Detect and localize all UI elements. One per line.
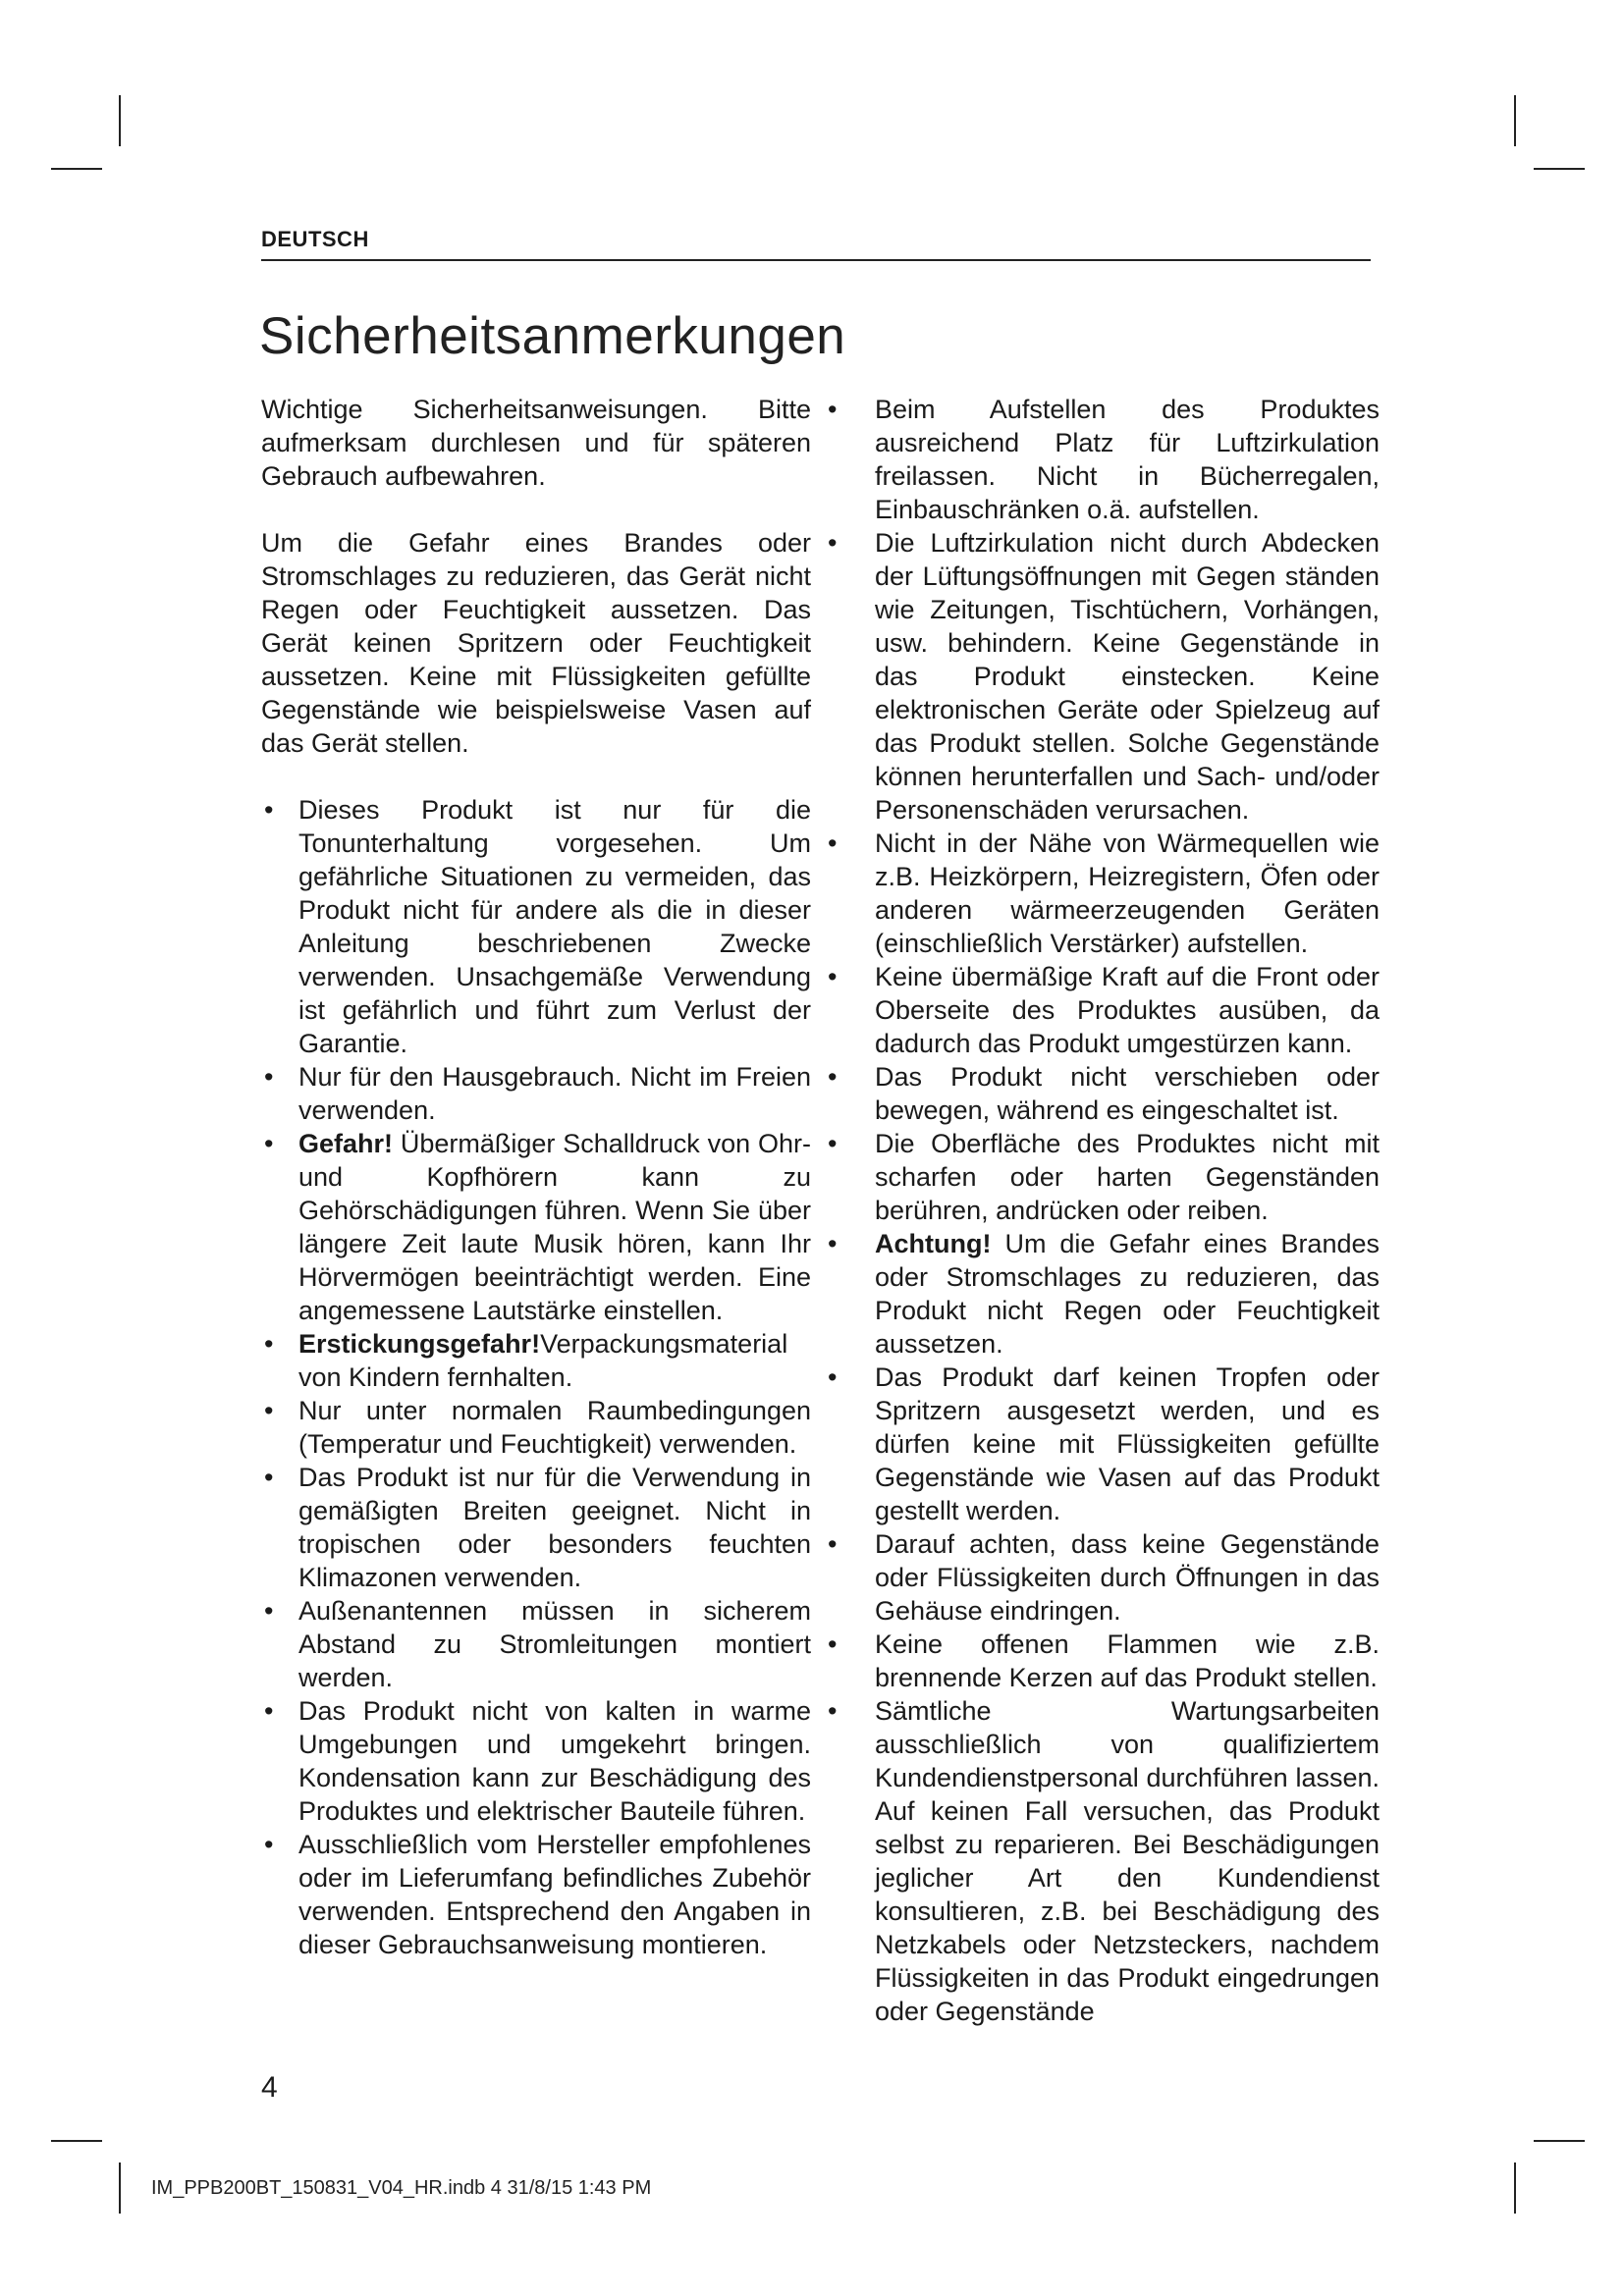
list-item-text: Das Produkt darf keinen Tropfen oder Spritzern ausgesetzt werden, und es dürfen keine mit Flüssigkeiten gefüllte Gegenstände wie Vasen auf das Produkt gestellt werden.	[875, 1362, 1380, 1525]
bullet-icon: •	[828, 1529, 838, 1559]
list-item-text: Keine offenen Flammen wie z.B. brennende Kerzen auf das Produkt stellen.	[875, 1629, 1380, 1692]
right-bullet-list	[828, 393, 1380, 2028]
list-item	[261, 1127, 811, 1327]
list-item-text: Nur unter normalen Raumbedingungen (Temperatur und Feuchtigkeit) verwenden.	[298, 1396, 811, 1459]
page-number: 4	[261, 2071, 278, 2104]
crop-mark-bottom-right-vertical	[1514, 2163, 1516, 2214]
list-item-text: Verpackungsmaterial von Kindern fernhalten.	[298, 1329, 788, 1392]
list-item-text: Das Produkt nicht von kalten in warme Umgebungen und umgekehrt bringen. Kondensation kann zur Beschädigung des Produktes und elektrischer Bauteile führen.	[298, 1696, 811, 1826]
list-item-text: Dieses Produkt ist nur für die Tonunterhaltung vorgesehen. Um gefährliche Situationen zu vermeiden, das Produkt nicht für andere als die in dieser Anleitung beschriebenen Zwecke verwenden. Unsachgemäße Verwendung ist gefährlich und führt zum Verlust der Garantie.	[298, 795, 811, 1058]
crop-mark-top-left-horizontal	[51, 168, 102, 170]
list-item-emphasis: Achtung!	[875, 1229, 992, 1258]
bullet-icon: •	[828, 1696, 838, 1726]
list-item	[828, 526, 1380, 827]
list-item	[261, 1828, 811, 1961]
list-item	[828, 1060, 1380, 1127]
bullet-icon: •	[264, 1062, 274, 1092]
list-item	[261, 1594, 811, 1694]
list-item-text: Nicht in der Nähe von Wärmequellen wie z.B. Heizkörpern, Heizregistern, Öfen oder anderen wärmeerzeugenden Geräten (einschließlich Verstärker) aufstellen.	[875, 828, 1380, 958]
intro-paragraph: Um die Gefahr eines Brandes oder Stromschlages zu reduzieren, das Gerät nicht Regen oder Feuchtigkeit aussetzen. Das Gerät keinen Spritzern oder Feuchtigkeit aussetzen. Keine mit Flüssigkeiten gefüllte Gegenstände wie beispielsweise Vasen auf das Gerät stellen.	[261, 528, 811, 758]
bullet-icon: •	[264, 1396, 274, 1425]
bullet-icon: •	[264, 1329, 274, 1359]
list-item	[828, 1361, 1380, 1527]
list-item-text: Übermäßiger Schalldruck von Ohr- und Kopfhörern kann zu Gehörschädigungen führen. Wenn Sie über längere Zeit laute Musik hören, kann Ihr Hörvermögen beeinträchtigt werden. Eine angemessene Lautstärke einstellen.	[298, 1129, 811, 1325]
print-slug: IM_PPB200BT_150831_V04_HR.indb 4 31/8/15 1:43 PM	[151, 2177, 652, 2199]
list-item-text: Beim Aufstellen des Produktes ausreichend Platz für Luftzirkulation freilassen. Nicht in Bücherregalen, Einbauschränken o.ä. aufstellen.	[875, 395, 1380, 524]
list-item-emphasis: Erstickungsgefahr!	[298, 1329, 541, 1359]
list-item	[828, 393, 1380, 526]
list-item-text: Ausschließlich vom Hersteller empfohlenes oder im Lieferumfang befindliches Zubehör verwenden. Entsprechend den Angaben in dieser Gebrauchsanweisung montieren.	[298, 1830, 811, 1959]
list-item-text: Die Oberfläche des Produktes nicht mit scharfen oder harten Gegenständen berühren, andrücken oder reiben.	[875, 1129, 1380, 1225]
bullet-icon: •	[264, 1830, 274, 1859]
crop-mark-bottom-left-vertical	[119, 2163, 121, 2214]
left-bullet-list	[261, 793, 811, 1961]
bullet-icon: •	[828, 1629, 838, 1659]
bullet-icon: •	[828, 395, 838, 424]
bullet-icon: •	[264, 1696, 274, 1726]
list-item-text: Das Produkt ist nur für die Verwendung in gemäßigten Breiten geeignet. Nicht in tropischen oder besonders feuchten Klimazonen verwenden.	[298, 1463, 811, 1592]
right-column	[828, 393, 1380, 2028]
list-item	[261, 1461, 811, 1594]
list-item	[261, 1327, 811, 1394]
list-item	[828, 1527, 1380, 1628]
list-item	[828, 1628, 1380, 1694]
bullet-icon: •	[828, 828, 838, 858]
list-item	[828, 827, 1380, 960]
bullet-icon: •	[828, 1062, 838, 1092]
bullet-icon: •	[264, 1596, 274, 1626]
list-item	[828, 1127, 1380, 1227]
list-item	[261, 1060, 811, 1127]
crop-mark-top-left-vertical	[119, 95, 121, 146]
bullet-icon: •	[264, 795, 274, 825]
intro-paragraph: Wichtige Sicherheitsanweisungen. Bitte aufmerksam durchlesen und für späteren Gebrauch aufbewahren.	[261, 395, 811, 491]
crop-mark-top-right-vertical	[1514, 95, 1516, 146]
left-column	[261, 393, 811, 1961]
bullet-icon: •	[264, 1463, 274, 1492]
language-label: DEUTSCH	[261, 227, 369, 251]
crop-mark-bottom-left-horizontal	[51, 2140, 102, 2142]
list-item	[261, 1694, 811, 1828]
list-item	[828, 960, 1380, 1060]
list-item-text: Keine übermäßige Kraft auf die Front oder Oberseite des Produktes ausüben, da dadurch das Produkt umgestürzen kann.	[875, 962, 1380, 1058]
crop-mark-bottom-right-horizontal	[1534, 2140, 1585, 2142]
list-item-text: Um die Gefahr eines Brandes oder Stromschlages zu reduzieren, das Produkt nicht Regen oder Feuchtigkeit aussetzen.	[875, 1229, 1380, 1359]
page-title: Sicherheitsanmerkungen	[259, 307, 846, 365]
header-rule	[261, 259, 1371, 261]
crop-mark-top-right-horizontal	[1534, 168, 1585, 170]
bullet-icon: •	[828, 962, 838, 991]
bullet-icon: •	[828, 1229, 838, 1258]
bullet-icon: •	[264, 1129, 274, 1158]
bullet-icon: •	[828, 528, 838, 558]
list-item-emphasis: Gefahr!	[298, 1129, 394, 1158]
list-item	[828, 1694, 1380, 2028]
list-item-text: Die Luftzirkulation nicht durch Abdecken der Lüftungsöffnungen mit Gegen ständen wie Zeitungen, Tischtüchern, Vorhängen, usw. behindern. Keine Gegenstände in das Produkt einstecken. Keine elektronischen Geräte oder Spielzeug auf das Produkt stellen. Solche Gegenstände können herunterfallen und Sach- und/oder Personenschäden verursachen.	[875, 528, 1380, 825]
list-item-text: Darauf achten, dass keine Gegenstände oder Flüssigkeiten durch Öffnungen in das Gehäuse eindringen.	[875, 1529, 1380, 1626]
list-item	[828, 1227, 1380, 1361]
list-item	[261, 793, 811, 1060]
bullet-icon: •	[828, 1362, 838, 1392]
list-item-text: Nur für den Hausgebrauch. Nicht im Freien verwenden.	[298, 1062, 811, 1125]
list-item-text: Außenantennen müssen in sicherem Abstand zu Stromleitungen montiert werden.	[298, 1596, 811, 1692]
bullet-icon: •	[828, 1129, 838, 1158]
list-item	[261, 1394, 811, 1461]
list-item-text: Sämtliche Wartungsarbeiten ausschließlich von qualifiziertem Kundendienstpersonal durchführen lassen. Auf keinen Fall versuchen, das Produkt selbst zu reparieren. Bei Beschädigungen jeglicher Art den Kundendienst konsultieren, z.B. bei Beschädigung des Netzkabels oder Netzsteckers, nachdem Flüssigkeiten in das Produkt eingedrungen oder Gegenstände	[875, 1696, 1380, 2026]
list-item-text: Das Produkt nicht verschieben oder bewegen, während es eingeschaltet ist.	[875, 1062, 1380, 1125]
